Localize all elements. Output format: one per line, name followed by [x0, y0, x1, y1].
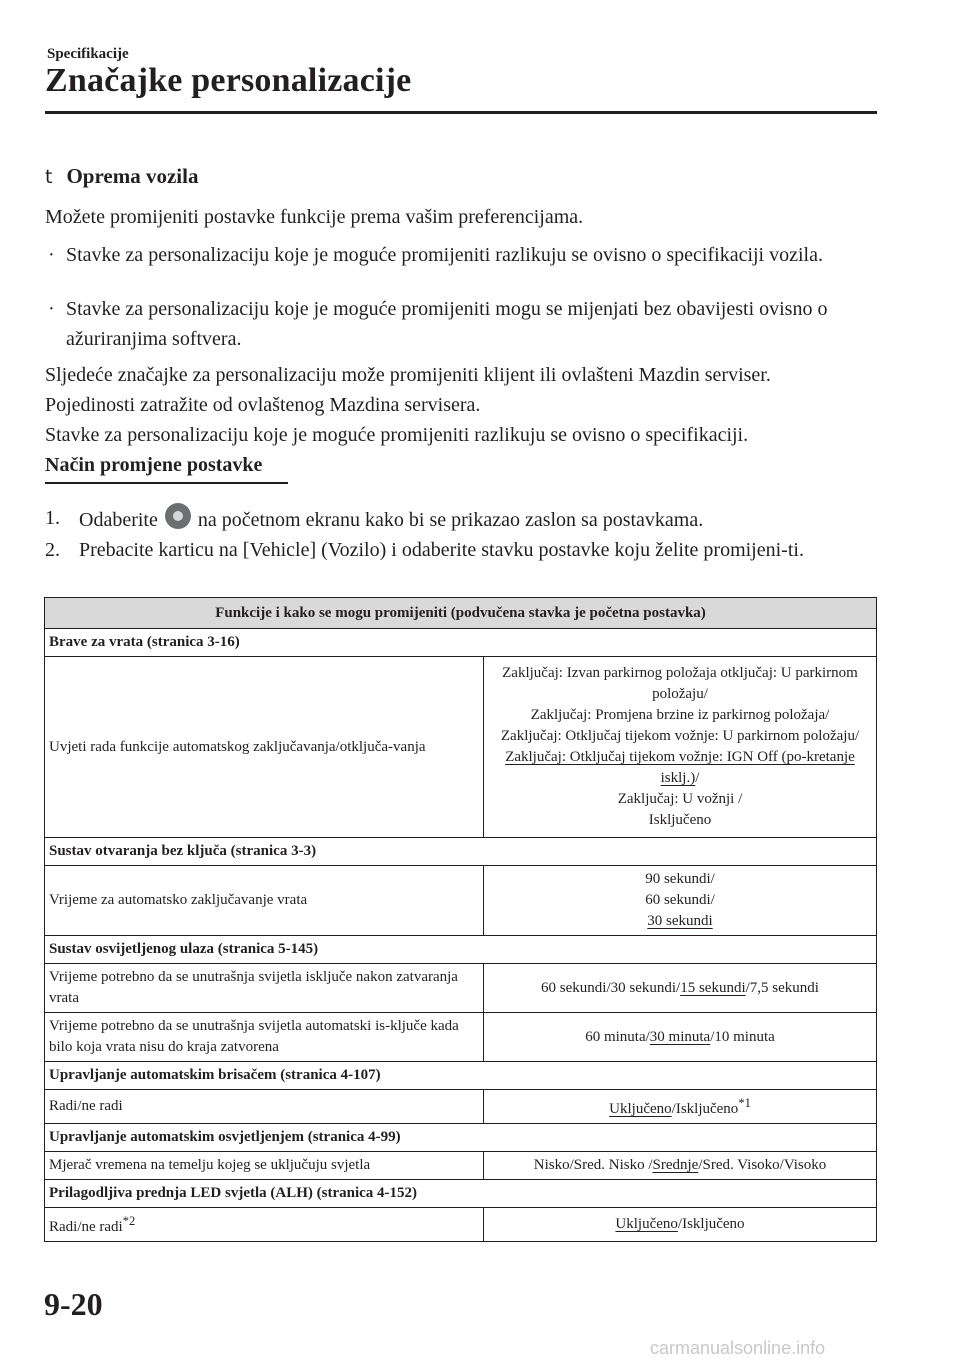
- option-text: Nisko/Sred. Nisko /: [533, 1157, 653, 1173]
- bullet-item: [48, 240, 896, 270]
- option-line: [492, 747, 868, 789]
- info-line: Pojedinosti zatražite od ovlaštenog Mazdina servisera.: [45, 394, 481, 416]
- option-separator: /: [695, 770, 700, 786]
- table-category: Prilagodljiva prednja LED svjetla (ALH) (stranica 4-152): [45, 1180, 877, 1208]
- step-item: [45, 503, 885, 535]
- table-category: Upravljanje automatskim osvjetljenjem (stranica 4-99): [45, 1124, 877, 1152]
- row-options: [484, 657, 877, 838]
- default-option: 30 sekundi: [647, 913, 713, 929]
- row-label: [45, 1208, 484, 1242]
- row-options: [484, 1013, 877, 1062]
- default-option: Srednje: [652, 1157, 699, 1173]
- row-label: Vrijeme potrebno da se unutrašnja svijetla isključe nakon zatvaranja vrata: [45, 964, 484, 1013]
- table-category: Upravljanje automatskim brisačem (stranica 4-107): [45, 1062, 877, 1090]
- default-option: 15 sekundi: [680, 979, 746, 996]
- section-heading: [45, 164, 198, 189]
- option-text: /10 minuta: [710, 1028, 775, 1045]
- section-label: Specifikacije: [47, 46, 129, 62]
- option-line: 60 sekundi/: [645, 892, 715, 908]
- bullet-item: [48, 294, 896, 354]
- table-row: [45, 866, 877, 936]
- table-category: Brave za vrata (stranica 3-16): [45, 629, 877, 657]
- row-label: Uvjeti rada funkcije automatskog zaključavanja/otključa-vanja: [45, 657, 484, 838]
- table-category: Sustav otvaranja bez ključa (stranica 3-3): [45, 838, 877, 866]
- page-number: 9-20: [44, 1286, 103, 1322]
- row-options: [484, 1152, 877, 1180]
- settings-table: [44, 597, 877, 1242]
- info-line: Stavke za personalizaciju koje je moguće promijeniti razlikuju se ovisno o specifikaciji.: [45, 424, 749, 446]
- footnote-marker: *2: [122, 1214, 136, 1228]
- row-options: [484, 1208, 877, 1242]
- default-option: Uključeno: [615, 1216, 678, 1232]
- option-text: /Sred. Visoko/Visoko: [698, 1157, 827, 1173]
- bullet-dot: ·: [48, 244, 55, 266]
- heading-text: Oprema vozila: [66, 164, 199, 188]
- option-text: 60 minuta/: [585, 1028, 650, 1045]
- step-item: [45, 535, 885, 565]
- option-line: Zaključaj: Promjena brzine iz parkirnog položaja/: [530, 707, 830, 723]
- table-row: [45, 657, 877, 838]
- step-number: 2.: [45, 539, 60, 561]
- table-row: [45, 964, 877, 1013]
- step-text-pre: Odaberite: [79, 509, 158, 531]
- option-line: Zaključaj: Otključaj tijekom vožnje: U parkirnom položaju/: [500, 728, 860, 744]
- step-text: Prebacite karticu na [Vehicle] (Vozilo) i odaberite stavku postavke koju želite promijeni-ti.: [79, 539, 804, 561]
- table-row: [45, 1152, 877, 1180]
- default-option: 30 minuta: [649, 1028, 711, 1045]
- info-line: Sljedeće značajke za personalizaciju može promijeniti klijent ili ovlašteni Mazdin serviser.: [45, 364, 771, 386]
- default-option: Uključeno: [609, 1101, 672, 1117]
- row-label-text: Radi/ne radi: [49, 1219, 123, 1235]
- info-paragraph: [45, 360, 885, 450]
- row-label: Radi/ne radi: [45, 1090, 484, 1124]
- settings-gear-icon: [165, 503, 191, 529]
- option-text: /Isključeno: [677, 1216, 745, 1232]
- subheading-underline: [45, 482, 288, 484]
- footnote-marker: *1: [738, 1096, 751, 1110]
- row-options: [484, 964, 877, 1013]
- option-line: Zaključaj: Izvan parkirnog položaja otključaj: U parkirnom položaju/: [502, 665, 858, 702]
- row-options: [484, 866, 877, 936]
- table-header: Funkcije i kako se mogu promijeniti (podvučena stavka je početna postavka): [45, 598, 877, 629]
- subheading: Način promjene postavke: [45, 454, 263, 476]
- title-rule: [45, 111, 877, 114]
- intro-text: Možete promijeniti postavke funkcije prema vašim preferencijama.: [45, 206, 584, 228]
- row-label: Vrijeme potrebno da se unutrašnja svijetla automatski is-ključe kada bilo koja vrata nisu do kraja zatvorena: [45, 1013, 484, 1062]
- watermark: carmanualsonline.info: [650, 1338, 826, 1358]
- row-label: Vrijeme za automatsko zaključavanje vrata: [45, 866, 484, 936]
- option-line: Zaključaj: U vožnji /: [617, 791, 743, 807]
- step-text-post: na početnom ekranu kako bi se prikazao zaslon sa postavkama.: [197, 509, 704, 531]
- bullet-text: Stavke za personalizaciju koje je moguće promijeniti razlikuju se ovisno o specifikaciji vozila.: [66, 244, 823, 266]
- default-option: Zaključaj: Otključaj tijekom vožnje: IGN Off (po-kretanje isklj.): [505, 749, 855, 786]
- option-text: 60 sekundi/30 sekundi/: [541, 979, 681, 996]
- heading-marker-icon: t: [45, 166, 53, 188]
- option-line: [488, 911, 872, 932]
- table-category: Sustav osvijetljenog ulaza (stranica 5-145): [45, 936, 877, 964]
- bullet-text: Stavke za personalizaciju koje je moguće promijeniti mogu se mijenjati bez obavijesti ovisno o ažuriranjima softvera.: [66, 298, 828, 350]
- page-title: Značajke personalizacije: [45, 62, 412, 99]
- table-row: [45, 1013, 877, 1062]
- option-line: Isključeno: [648, 812, 712, 828]
- option-line: 90 sekundi/: [645, 871, 715, 887]
- bullet-dot: ·: [48, 298, 55, 320]
- step-number: 1.: [45, 507, 60, 529]
- option-text: /7,5 sekundi: [745, 979, 819, 996]
- row-options: [484, 1090, 877, 1124]
- row-label: Mjerač vremena na temelju kojeg se uključuju svjetla: [45, 1152, 484, 1180]
- option-text: /Isključeno: [671, 1101, 739, 1117]
- table-row: [45, 1090, 877, 1124]
- table-row: [45, 1208, 877, 1242]
